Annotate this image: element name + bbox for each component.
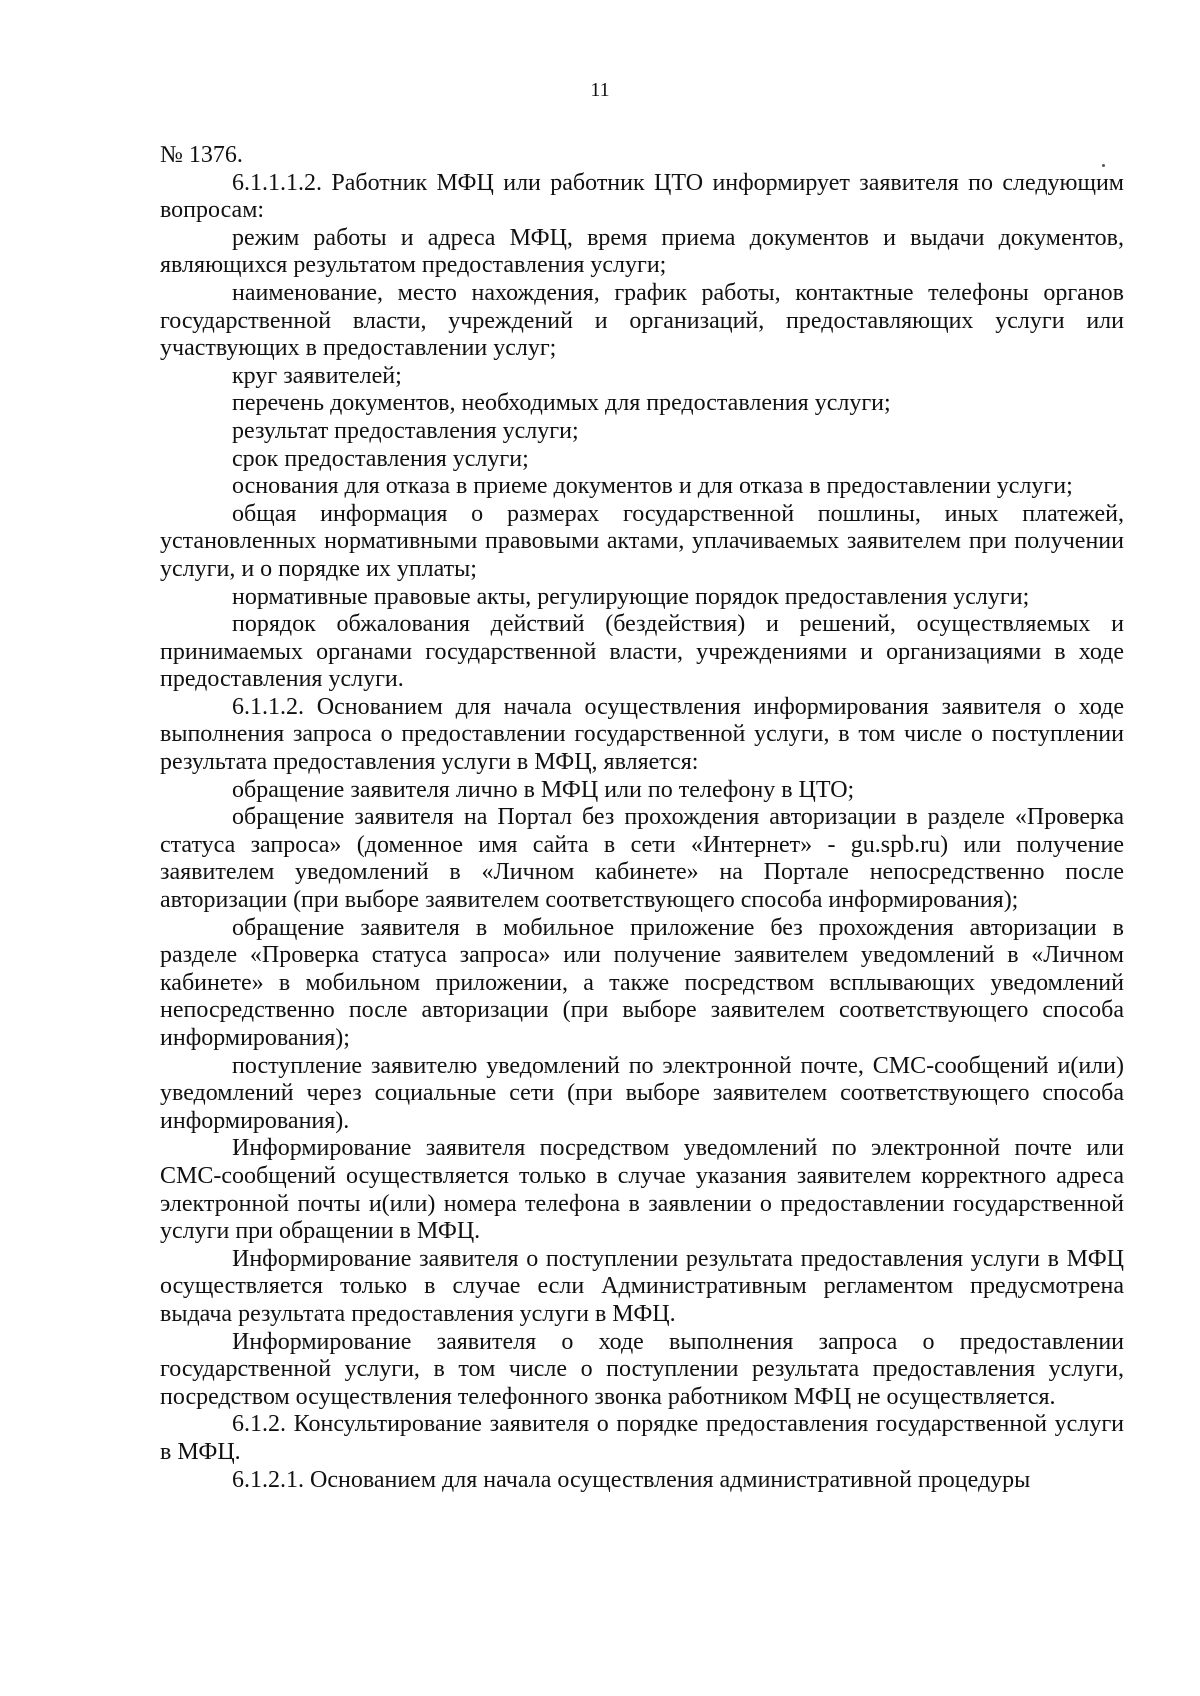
document-body — [160, 142, 1124, 1494]
paragraph-6-1-1-1-2: 6.1.1.1.2. Работник МФЦ или работник ЦТО информирует заявителя по следующим вопросам: — [160, 169, 1124, 224]
list-item-work-schedule: режим работы и адреса МФЦ, время приема документов и выдачи документов, являющихся результатом предоставления услуги; — [160, 224, 1124, 279]
list-item-appeal: порядок обжалования действий (бездействия) и решений, осуществляемых и принимаемых органами государственной власти, учреждениями и организациями в ходе предоставления услуги. — [160, 611, 1124, 693]
list-item-term: срок предоставления услуги; — [232, 445, 529, 472]
list-item-fees: общая информация о размерах государственной пошлины, иных платежей, установленных нормативными правовыми актами, уплачиваемых заявителем при получении услуги, и о порядке их уплаты; — [160, 500, 1124, 582]
paragraph-email-sms: Информирование заявителя посредством уведомлений по электронной почте или СМС-сообщений осуществляется только в случае указания заявителем корректного адреса электронной почты и(или) номера телефона в заявлении о предоставлении государственной услуги при обращении в МФЦ. — [160, 1135, 1124, 1245]
paragraph-result-in-mfc: Информирование заявителя о поступлении результата предоставления услуги в МФЦ осуществляется только в случае если Административным регламентом предусмотрена выдача результата предоставления услуги в МФЦ. — [160, 1245, 1124, 1327]
list-item-mobile-app: обращение заявителя в мобильное приложение без прохождения авторизации в разделе «Проверка статуса запроса» или получение заявителем уведомлений в «Личном кабинете» в мобильном приложении, а также посредством всплывающих уведомлений непосредственно после авторизации (при выборе заявителем соответствующего способа информирования); — [160, 914, 1124, 1051]
list-item-in-person: обращение заявителя лично в МФЦ или по телефону в ЦТО; — [232, 776, 855, 803]
paragraph-6-1-2-1: 6.1.2.1. Основанием для начала осуществления административной процедуры — [232, 1466, 1031, 1493]
list-item-refusal-grounds: основания для отказа в приеме документов и для отказа в предоставлении услуги; — [232, 473, 1073, 500]
list-item-notifications: поступление заявителю уведомлений по электронной почте, СМС-сообщений и(или) уведомлений через социальные сети (при выборе заявителем соответствующего способа информирования). — [160, 1052, 1124, 1134]
paragraph-order-number: № 1376. — [160, 142, 243, 168]
paragraph-no-phone-call: Информирование заявителя о ходе выполнения запроса о предоставлении государственной услуги, в том числе о поступлении результата предоставления услуги, посредством осуществления телефонного звонка работником МФЦ не осуществляется. — [160, 1328, 1124, 1410]
paragraph-6-1-2: 6.1.2. Консультирование заявителя о порядке предоставления государственной услуги в МФЦ. — [160, 1411, 1124, 1465]
list-item-regulations: нормативные правовые акты, регулирующие порядок предоставления услуги; — [232, 583, 1030, 610]
list-item-authorities-contacts: наименование, место нахождения, график работы, контактные телефоны органов государственной власти, учреждений и организаций, предоставляющих услуги или участвующих в предоставлении услуг; — [160, 279, 1124, 362]
list-item-portal: обращение заявителя на Портал без прохождения авторизации в разделе «Проверка статуса запроса» (доменное имя сайта в сети «Интернет» - gu.spb.ru) или получение заявителем уведомлений в «Личном кабинете» на Портале непосредственно после авторизации (при выборе заявителем соответствующего способа информирования); — [160, 804, 1124, 914]
page-number: 11 — [590, 79, 610, 101]
list-item-documents: перечень документов, необходимых для предоставления услуги; — [232, 390, 891, 417]
list-item-result: результат предоставления услуги; — [232, 417, 579, 444]
list-item-applicants: круг заявителей; — [232, 362, 402, 389]
paragraph-6-1-1-2: 6.1.1.2. Основанием для начала осуществления информирования заявителя о ходе выполнения запроса о предоставлении государственной услуги, в том числе о поступлении результата предоставления услуги в МФЦ, является: — [160, 693, 1124, 776]
